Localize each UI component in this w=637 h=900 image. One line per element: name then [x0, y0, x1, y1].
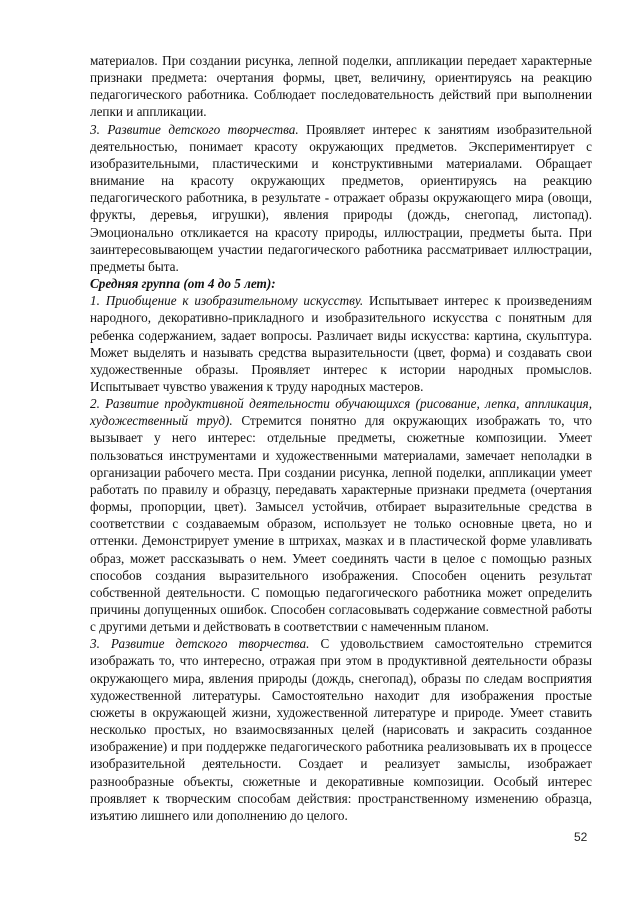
section-text-productive-activity: Стремится понятно для окружающих изображать то, что вызывает у него интерес: отдельные предметы, сюжетные композиции. Умеет пользоваться инструментами и художественными материалами, замечает неполадки в организации рабочего места. При создании рисунка, лепной поделки, аппликации умеет работать по правилу и образцу, передавать характерные признаки предмета (очертания формы, пропорции, цвет). Замысел устойчив, отбирает выразительные средства в соответствии с создаваемым образом, использует не только основные цвета, но и оттенки. Демонстрирует умение в штрихах, мазках и в пластической форме улавливать образ, может рассказывать о нем. Умеет соединять части в целое с помощью разных способов создания выразительного изображения. Способен оценить результат собственной деятельности. С помощью педагогического работника может определить причины допущенных ошибок. Способен согласовывать содержание совместной работы с другими детьми и действовать в соответствии с намеченным планом.	[90, 413, 593, 635]
document-body	[90, 52, 592, 824]
paragraph-materials: материалов. При создании рисунка, лепной поделки, аппликации передает характерные признаки предмета: очертания формы, цвет, величину, ориентируясь на реакцию педагогического работника. Соблюдает последовательность действий при выполнении лепки и аппликации.	[90, 53, 592, 120]
page-number: 52	[574, 830, 588, 844]
paragraph-art-introduction	[90, 292, 592, 395]
section-title-art-introduction: 1. Приобщение к изобразительному искусству.	[90, 293, 364, 309]
section-title-productive-activity: 2. Развитие продуктивной деятельности обучающихся (рисование, лепка, аппликация, художественный труд).	[90, 396, 592, 429]
section-text-art-introduction: Испытывает интерес к произведениям народного, декоративно-прикладного и изобразительного искусства с понятным для ребенка содержанием, задает вопросы. Различает виды искусства: картина, скульптура. Может выделять и называть средства выразительности (цвет, форма) и создавать свои художественные образы. Проявляет интерес к истории народных промыслов. Испытывает чувство уважения к труду народных мастеров.	[90, 293, 593, 394]
section-title-creativity-junior: 3. Развитие детского творчества.	[90, 121, 299, 137]
section-title-creativity-middle: 3. Развитие детского творчества.	[90, 636, 310, 652]
section-text-creativity-middle: С удовольствием самостоятельно стремится изображать то, что интересно, отражая при этом в продуктивной деятельности образы окружающего мира, явления природы (дождь, снегопад), образы по следам восприятия художественной литературы. Самостоятельно находит для изображения простые сюжеты в окружающей жизни, художественной литературе и природе. Умеет ставить несколько простых, но взаимосвязанных целей (нарисовать и закрасить созданное изображение) и при поддержке педагогического работника реализовывать их в процессе изобразительной деятельности. Создает и реализует замыслы, изображает разнообразные объекты, сюжетные и декоративные композиции. Особый интерес проявляет к творческим способам действия: пространственному изменению образца, изъятию лишнего или дополнению до целого.	[90, 636, 592, 823]
paragraph-productive-activity	[90, 395, 592, 635]
paragraph-creativity-junior	[90, 121, 592, 275]
paragraph-creativity-middle	[90, 635, 592, 824]
group-heading-middle: Средняя группа (от 4 до 5 лет):	[90, 276, 276, 292]
section-text-creativity-junior: Проявляет интерес к занятиям изобразительной деятельностью, понимает красоту окружающих предметов. Экспериментирует с изобразительными, пластическими и конструктивными материалами. Обращает внимание на красоту окружающих предметов, ориентируясь на реакцию педагогического работника, в результате - отражает образы окружающего мира (овощи, фрукты, деревья, игрушки), явления природы (дождь, снегопад, листопад). Эмоционально откликается на красоту природы, иллюстрации, предметы быта. При заинтересовывающем участии педагогического работника рассматривает иллюстрации, предметы быта.	[90, 121, 592, 274]
